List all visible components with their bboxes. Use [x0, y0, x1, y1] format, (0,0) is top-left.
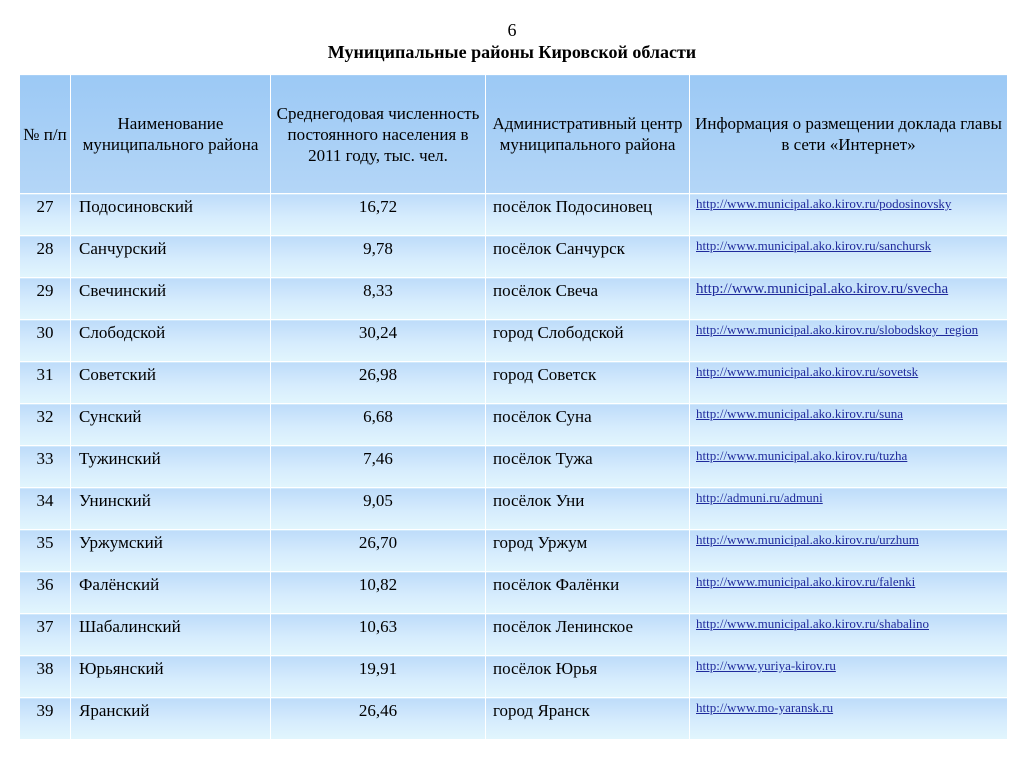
population-value: 10,63	[271, 614, 486, 656]
district-name: Сунский	[71, 404, 271, 446]
table-row	[20, 530, 1008, 572]
districts-table	[19, 74, 1008, 740]
row-number: 33	[20, 446, 71, 488]
header-number-label: № п/п	[23, 124, 67, 144]
report-link[interactable]: http://www.municipal.ako.kirov.ru/tuzha	[696, 448, 908, 463]
row-number: 34	[20, 488, 71, 530]
report-link-cell	[690, 278, 1008, 320]
admin-center: посёлок Подосиновец	[486, 194, 690, 236]
report-link-cell	[690, 530, 1008, 572]
header-population-label: Среднегодовая численность постоянного населения в 2011 году, тыс. чел.	[276, 103, 480, 165]
report-link-cell	[690, 236, 1008, 278]
admin-center: посёлок Фалёнки	[486, 572, 690, 614]
row-number: 36	[20, 572, 71, 614]
table-row	[20, 698, 1008, 740]
report-link[interactable]: http://www.mo-yaransk.ru	[696, 700, 834, 715]
table-row	[20, 404, 1008, 446]
table-row	[20, 656, 1008, 698]
table-row	[20, 488, 1008, 530]
row-number: 37	[20, 614, 71, 656]
report-link[interactable]: http://www.yuriya-kirov.ru	[696, 658, 836, 673]
population-value: 6,68	[271, 404, 486, 446]
header-report-link	[690, 75, 1008, 194]
report-link[interactable]: http://www.municipal.ako.kirov.ru/suna	[696, 406, 904, 421]
header-district-name-label: Наименование муниципального района	[82, 114, 259, 154]
district-name: Унинский	[71, 488, 271, 530]
table-row	[20, 614, 1008, 656]
district-name: Слободской	[71, 320, 271, 362]
table-row	[20, 236, 1008, 278]
district-name: Юрьянский	[71, 656, 271, 698]
report-link-cell	[690, 362, 1008, 404]
report-link-cell	[690, 572, 1008, 614]
row-number: 38	[20, 656, 71, 698]
population-value: 30,24	[271, 320, 486, 362]
row-number: 30	[20, 320, 71, 362]
report-link-cell	[690, 404, 1008, 446]
report-link[interactable]: http://www.municipal.ako.kirov.ru/podosinovsky	[696, 196, 952, 211]
population-value: 8,33	[271, 278, 486, 320]
report-link-cell	[690, 614, 1008, 656]
population-value: 26,70	[271, 530, 486, 572]
district-name: Фалёнский	[71, 572, 271, 614]
report-link[interactable]: http://www.municipal.ako.kirov.ru/urzhum	[696, 532, 919, 547]
row-number: 31	[20, 362, 71, 404]
admin-center: посёлок Суна	[486, 404, 690, 446]
district-name: Шабалинский	[71, 614, 271, 656]
report-link[interactable]: http://admuni.ru/admuni	[696, 490, 823, 505]
district-name: Тужинский	[71, 446, 271, 488]
page-number: 6	[507, 20, 517, 40]
table-header-row	[20, 75, 1008, 194]
report-link[interactable]: http://www.municipal.ako.kirov.ru/sovetsk	[696, 364, 919, 379]
population-value: 9,78	[271, 236, 486, 278]
district-name: Уржумский	[71, 530, 271, 572]
admin-center: город Советск	[486, 362, 690, 404]
district-name: Подосиновский	[71, 194, 271, 236]
report-link[interactable]: http://www.municipal.ako.kirov.ru/svecha	[696, 281, 949, 297]
table-row	[20, 194, 1008, 236]
population-value: 10,82	[271, 572, 486, 614]
district-name: Советский	[71, 362, 271, 404]
population-value: 19,91	[271, 656, 486, 698]
header-population	[271, 75, 486, 194]
row-number: 28	[20, 236, 71, 278]
report-link[interactable]: http://www.municipal.ako.kirov.ru/falenki	[696, 574, 916, 589]
header-report-link-label: Информация о размещении доклада главы в сети «Интернет»	[695, 114, 1002, 154]
header-number	[20, 75, 71, 194]
table-row	[20, 362, 1008, 404]
row-number: 32	[20, 404, 71, 446]
population-value: 26,98	[271, 362, 486, 404]
table-row	[20, 572, 1008, 614]
header-district-name	[71, 75, 271, 194]
admin-center: посёлок Ленинское	[486, 614, 690, 656]
admin-center: посёлок Тужа	[486, 446, 690, 488]
row-number: 29	[20, 278, 71, 320]
admin-center: город Уржум	[486, 530, 690, 572]
report-link[interactable]: http://www.municipal.ako.kirov.ru/slobodskoy_region	[696, 322, 979, 337]
table-row	[20, 278, 1008, 320]
population-value: 26,46	[271, 698, 486, 740]
table-row	[20, 320, 1008, 362]
report-link[interactable]: http://www.municipal.ako.kirov.ru/shabalino	[696, 616, 929, 631]
admin-center: город Яранск	[486, 698, 690, 740]
header-admin-center-label: Административный центр муниципального района	[492, 114, 683, 154]
row-number: 27	[20, 194, 71, 236]
report-link-cell	[690, 656, 1008, 698]
report-link-cell	[690, 698, 1008, 740]
table-row	[20, 446, 1008, 488]
admin-center: посёлок Свеча	[486, 278, 690, 320]
row-number: 35	[20, 530, 71, 572]
admin-center: посёлок Юрья	[486, 656, 690, 698]
report-link-cell	[690, 320, 1008, 362]
header-admin-center	[486, 75, 690, 194]
population-value: 9,05	[271, 488, 486, 530]
row-number: 39	[20, 698, 71, 740]
district-name: Свечинский	[71, 278, 271, 320]
report-link-cell	[690, 446, 1008, 488]
report-link[interactable]: http://www.municipal.ako.kirov.ru/sanchursk	[696, 238, 932, 253]
population-value: 7,46	[271, 446, 486, 488]
page-title: Муниципальные районы Кировской области	[327, 42, 697, 62]
admin-center: посёлок Санчурск	[486, 236, 690, 278]
district-name: Яранский	[71, 698, 271, 740]
admin-center: город Слободской	[486, 320, 690, 362]
report-link-cell	[690, 194, 1008, 236]
admin-center: посёлок Уни	[486, 488, 690, 530]
report-link-cell	[690, 488, 1008, 530]
population-value: 16,72	[271, 194, 486, 236]
district-name: Санчурский	[71, 236, 271, 278]
